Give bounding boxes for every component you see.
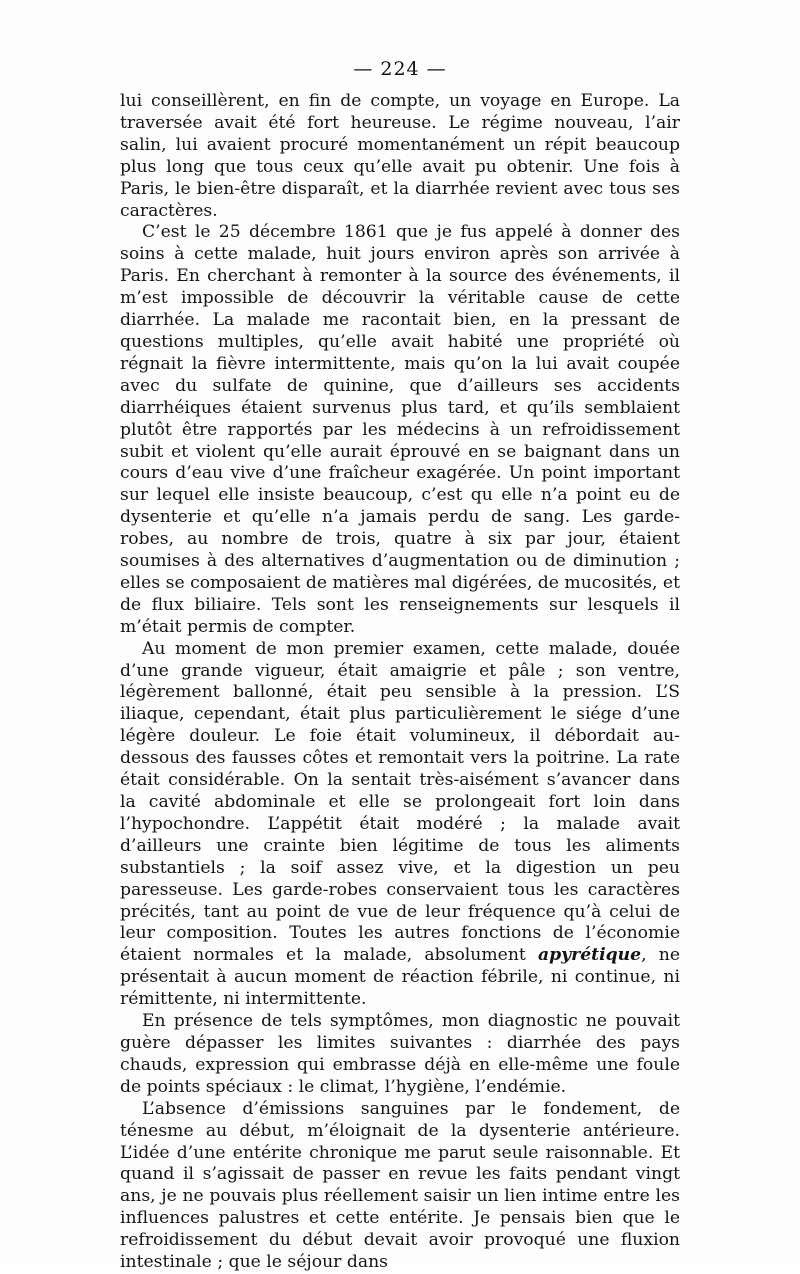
paragraph-2: C’est le 25 décembre 1861 que je fus appelé à donner des soins à cette malade, huit jours environ après son arrivée à Paris. En cherchant à remonter à la source des événements, il m’est impossible de découvrir la véritable cause de cette diarrhée. La malade me racontait bien, en la pressant de questions multiples, qu’elle avait habité une propriété où régnait la fièvre intermittente, mais qu’on la lui avait coupée avec du sulfate de quinine, que d’ailleurs ses accidents diarrhéiques étaient survenus plus tard, et qu’ils semblaient plutôt être rapportés par les médecins à un refroidissement subit et violent qu’elle aurait éprouvé en se baignant dans un cours d’eau vive d’une fraîcheur exagérée. Un point important sur lequel elle insiste beaucoup, c’est qu elle n’a point eu de dysenterie et qu’elle n’a jamais perdu de sang. Les garde-robes, au nombre de trois, quatre à six par jour, étaient soumises à des alternatives d’augmentation ou de diminution ; elles se composaient de matières mal digérées, de mucosités, et de flux biliaire. Tels sont les renseignements sur lesquels il m’était permis de compter.	[120, 222, 680, 637]
paragraph-5: L’absence d’émissions sanguines par le fondement, de ténesme au début, m’éloignait de la dysenterie antérieure. L’idée d’une entérite chronique me parut seule raisonnable. Et quand il s’agissait de passer en revue les faits pendant vingt ans, je ne pouvais plus réellement saisir un lien intime entre les influences palustres et cette entérite. Je pensais bien que le refroidissement du début devait avoir provoqué une fluxion intestinale ; que le séjour dans	[120, 1098, 680, 1273]
paragraph-1: lui conseillèrent, en fin de compte, un voyage en Europe. La traversée avait été fort heureuse. Le régime nouveau, l’air salin, lui avaient procuré momentanément un répit beaucoup plus long que tous ceux qu’elle avait pu obtenir. Une fois à Paris, le bien-être disparaît, et la diarrhée revient avec tous ses caractères.	[120, 91, 680, 221]
body-text	[120, 91, 680, 1274]
emphasis-apyretique: apyrétique	[538, 945, 642, 966]
paragraph-3	[120, 639, 680, 1011]
paragraph-4: En présence de tels symptômes, mon diagnostic ne pouvait guère dépasser les limites suivantes : diarrhée des pays chauds, expression qui embrasse déjà en elle-même une foule de points spéciaux : le climat, l’hygiène, l’endémie.	[120, 1011, 680, 1097]
page-number: — 224 —	[353, 58, 447, 80]
paragraph-3-part-1: Au moment de mon premier examen, cette malade, douée d’une grande vigueur, était amaigrie et pâle ; son ventre, légèrement ballonné, était peu sensible à la pression. L’S iliaque, cependant, était plus particulièrement le siége d’une légère douleur. Le foie était volumineux, il débordait au-dessous des fausses côtes et remontait vers la poitrine. La rate était considérable. On la sentait très-aisément s’avancer dans la cavité abdominale et elle se prolongeait fort loin dans l’hypochondre. L’appétit était modéré ; la malade avait d’ailleurs une crainte bien légitime de tous les aliments substantiels ; la soif assez vive, et la digestion un peu paresseuse. Les garde-robes conservaient tous les caractères précités, tant au point de vue de leur fréquence qu’à celui de leur composition. Toutes les autres fonctions de l’économie étaient normales et la malade, absolument	[120, 638, 680, 966]
paragraph-3-part-2: , ne présentait à aucun moment de réaction fébrile, ni continue, ni rémittente, ni intermittente.	[120, 945, 680, 1010]
